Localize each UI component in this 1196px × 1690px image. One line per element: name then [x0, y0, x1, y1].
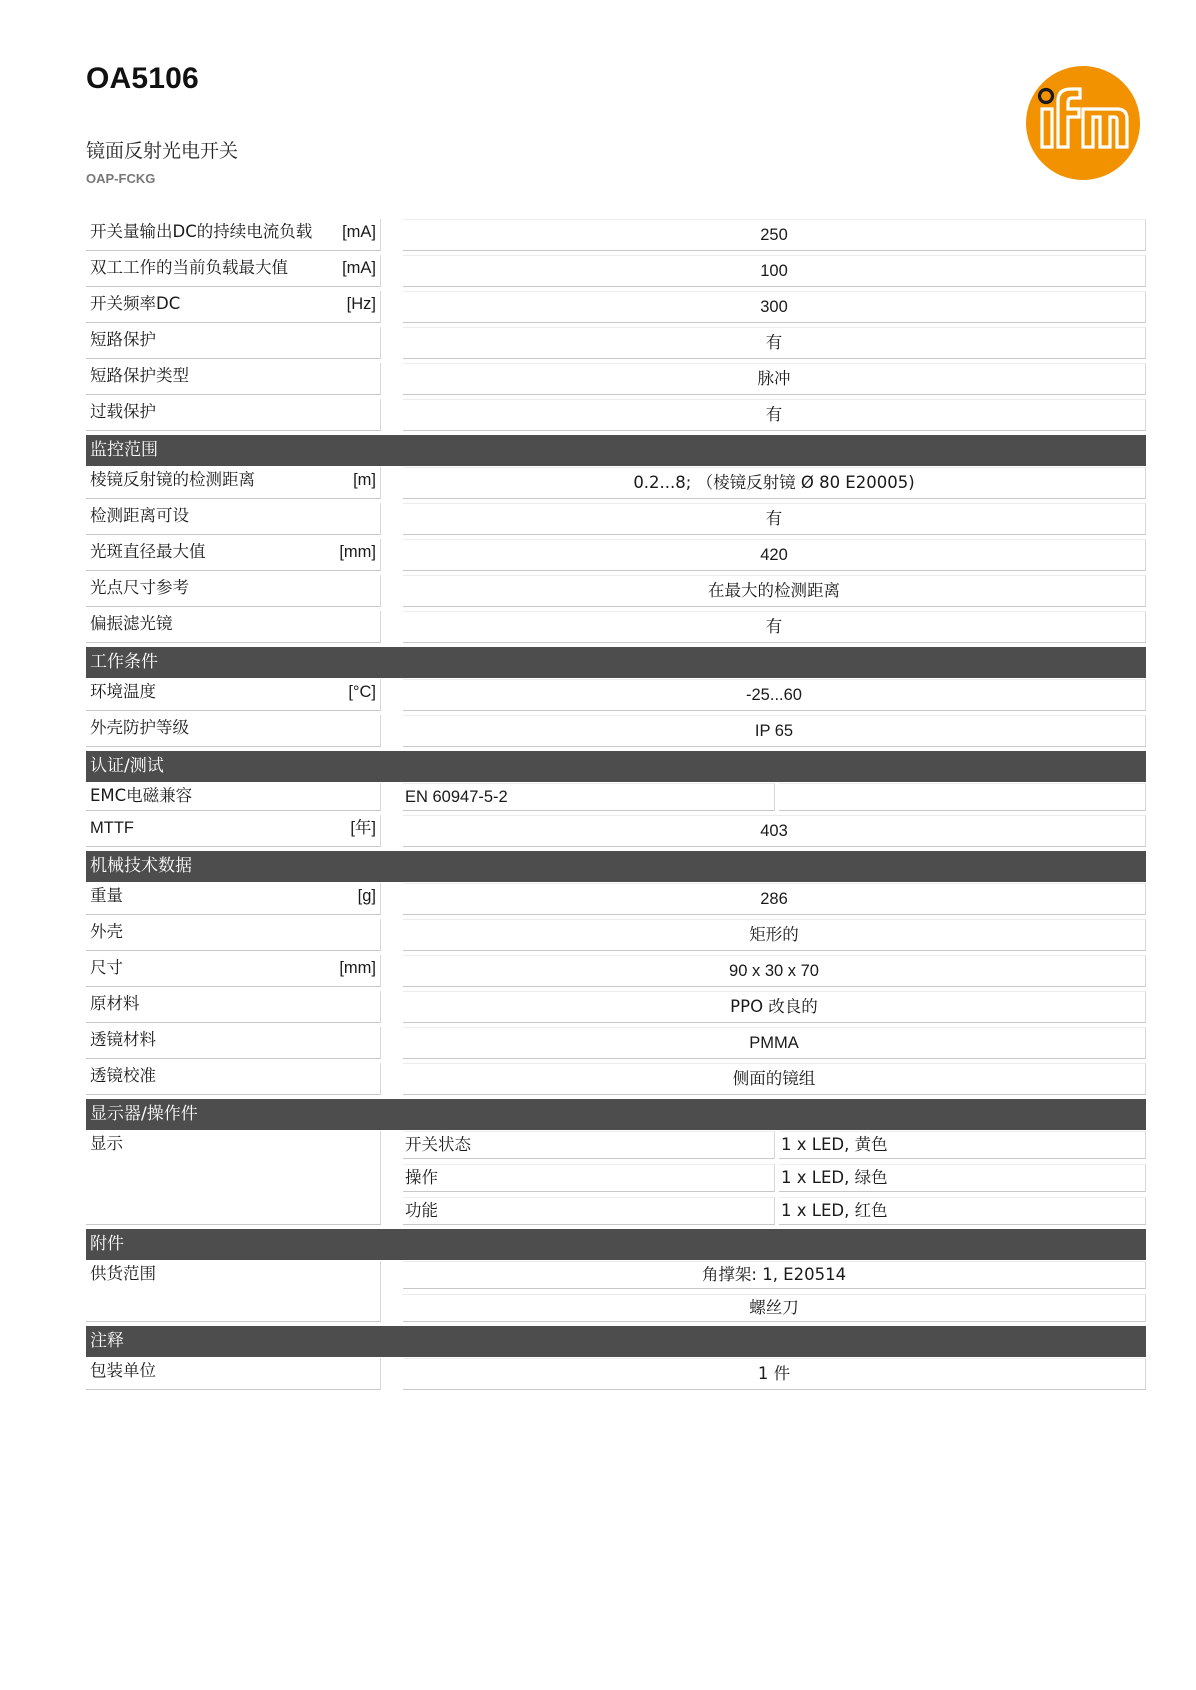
spec-row: [86, 327, 1146, 359]
spec-row: [86, 291, 1146, 323]
display-item: [403, 1131, 1146, 1159]
display-item: [403, 1197, 1146, 1225]
section-header-monitoring: 监控范围: [86, 435, 1146, 466]
spec-value: 有: [403, 399, 1146, 431]
section-header-operating: 工作条件: [86, 647, 1146, 678]
display-item-value: 1 x LED, 黄色: [779, 1131, 1146, 1159]
section-header-display: 显示器/操作件: [86, 1099, 1146, 1130]
spec-label: 偏振滤光镜: [86, 611, 381, 643]
spec-label: 供货范围: [86, 1261, 381, 1322]
spec-row: [86, 1063, 1146, 1095]
display-item-value: 1 x LED, 红色: [779, 1197, 1146, 1225]
spec-row: [86, 255, 1146, 287]
spec-row: [86, 503, 1146, 535]
display-item-name: 开关状态: [403, 1131, 775, 1159]
spec-row: [86, 399, 1146, 431]
spec-value: 90 x 30 x 70: [403, 955, 1146, 987]
accessory-items: [403, 1261, 1146, 1322]
spec-row: [86, 539, 1146, 571]
spec-label: 检测距离可设: [86, 503, 381, 535]
spec-row: [86, 919, 1146, 951]
spec-value-split: [403, 783, 1146, 811]
spec-row: [86, 815, 1146, 847]
spec-value: EN 60947-5-2: [403, 783, 775, 811]
spec-row: [86, 991, 1146, 1023]
spec-label: 透镜校准: [86, 1063, 381, 1095]
display-item-value: 1 x LED, 绿色: [779, 1164, 1146, 1192]
spec-row: [86, 1027, 1146, 1059]
spec-value: 1 件: [403, 1358, 1146, 1390]
spec-value: 100: [403, 255, 1146, 287]
product-model: OAP-FCKG: [86, 171, 156, 186]
spec-value: 矩形的: [403, 919, 1146, 951]
spec-value: 403: [403, 815, 1146, 847]
spec-label: 环境温度 [°C]: [86, 679, 381, 711]
spec-row: [86, 955, 1146, 987]
spec-row: [86, 575, 1146, 607]
spec-label: 短路保护: [86, 327, 381, 359]
spec-label: 外壳: [86, 919, 381, 951]
display-item-name: 操作: [403, 1164, 775, 1192]
spec-label: 开关量输出DC的持续电流负载 [mA]: [86, 219, 381, 251]
spec-label: 显示: [86, 1131, 381, 1225]
spec-row: [86, 883, 1146, 915]
spec-value: 300: [403, 291, 1146, 323]
section-header-notes: 注释: [86, 1326, 1146, 1357]
spec-label: 光斑直径最大值 [mm]: [86, 539, 381, 571]
spec-value: 侧面的镜组: [403, 1063, 1146, 1095]
spec-label: 重量 [g]: [86, 883, 381, 915]
display-items: [403, 1131, 1146, 1225]
spec-row: [86, 219, 1146, 251]
spec-label: 短路保护类型: [86, 363, 381, 395]
spec-label: 开关频率DC [Hz]: [86, 291, 381, 323]
spec-value-empty: [779, 783, 1146, 811]
accessory-item: 螺丝刀: [403, 1294, 1146, 1322]
spec-value: 有: [403, 611, 1146, 643]
spec-label: 尺寸 [mm]: [86, 955, 381, 987]
spec-value: 有: [403, 503, 1146, 535]
display-item-name: 功能: [403, 1197, 775, 1225]
product-header: [86, 62, 1146, 96]
spec-value: -25...60: [403, 679, 1146, 711]
spec-value: 420: [403, 539, 1146, 571]
spec-value: IP 65: [403, 715, 1146, 747]
section-header-approvals: 认证/测试: [86, 751, 1146, 782]
spec-value: 0.2...8; （棱镜反射镜 Ø 80 E20005): [403, 467, 1146, 499]
section-header-mechanical: 机械技术数据: [86, 851, 1146, 882]
display-item: [403, 1164, 1146, 1192]
spec-label: 透镜材料: [86, 1027, 381, 1059]
spec-label: 棱镜反射镜的检测距离 [m]: [86, 467, 381, 499]
spec-label: 光点尺寸参考: [86, 575, 381, 607]
product-subtitle: 镜面反射光电开关: [86, 140, 239, 162]
accessory-item: 角撑架: 1, E20514: [403, 1261, 1146, 1289]
spec-value: 在最大的检测距离: [403, 575, 1146, 607]
spec-value: 250: [403, 219, 1146, 251]
spec-value: PMMA: [403, 1027, 1146, 1059]
spec-label: 原材料: [86, 991, 381, 1023]
spec-value: 286: [403, 883, 1146, 915]
spec-row: [86, 715, 1146, 747]
spec-value: 有: [403, 327, 1146, 359]
ifm-logo-icon: [1025, 65, 1141, 181]
spec-row: [86, 679, 1146, 711]
spec-label: EMC电磁兼容: [86, 783, 381, 811]
spec-value: PPO 改良的: [403, 991, 1146, 1023]
spec-label: 包装单位: [86, 1358, 381, 1390]
spec-label: 双工工作的当前负载最大值 [mA]: [86, 255, 381, 287]
spec-label: MTTF [年]: [86, 815, 381, 847]
spec-row: [86, 363, 1146, 395]
section-header-accessories: 附件: [86, 1229, 1146, 1260]
spec-row: [86, 1358, 1146, 1390]
spec-table: [86, 219, 1146, 1394]
spec-row: [86, 611, 1146, 643]
spec-row: [86, 1131, 1146, 1225]
spec-row: [86, 783, 1146, 811]
product-code: OA5106: [86, 62, 199, 95]
spec-row: [86, 467, 1146, 499]
spec-value: 脉冲: [403, 363, 1146, 395]
spec-row: [86, 1261, 1146, 1322]
spec-label: 外壳防护等级: [86, 715, 381, 747]
spec-label: 过载保护: [86, 399, 381, 431]
